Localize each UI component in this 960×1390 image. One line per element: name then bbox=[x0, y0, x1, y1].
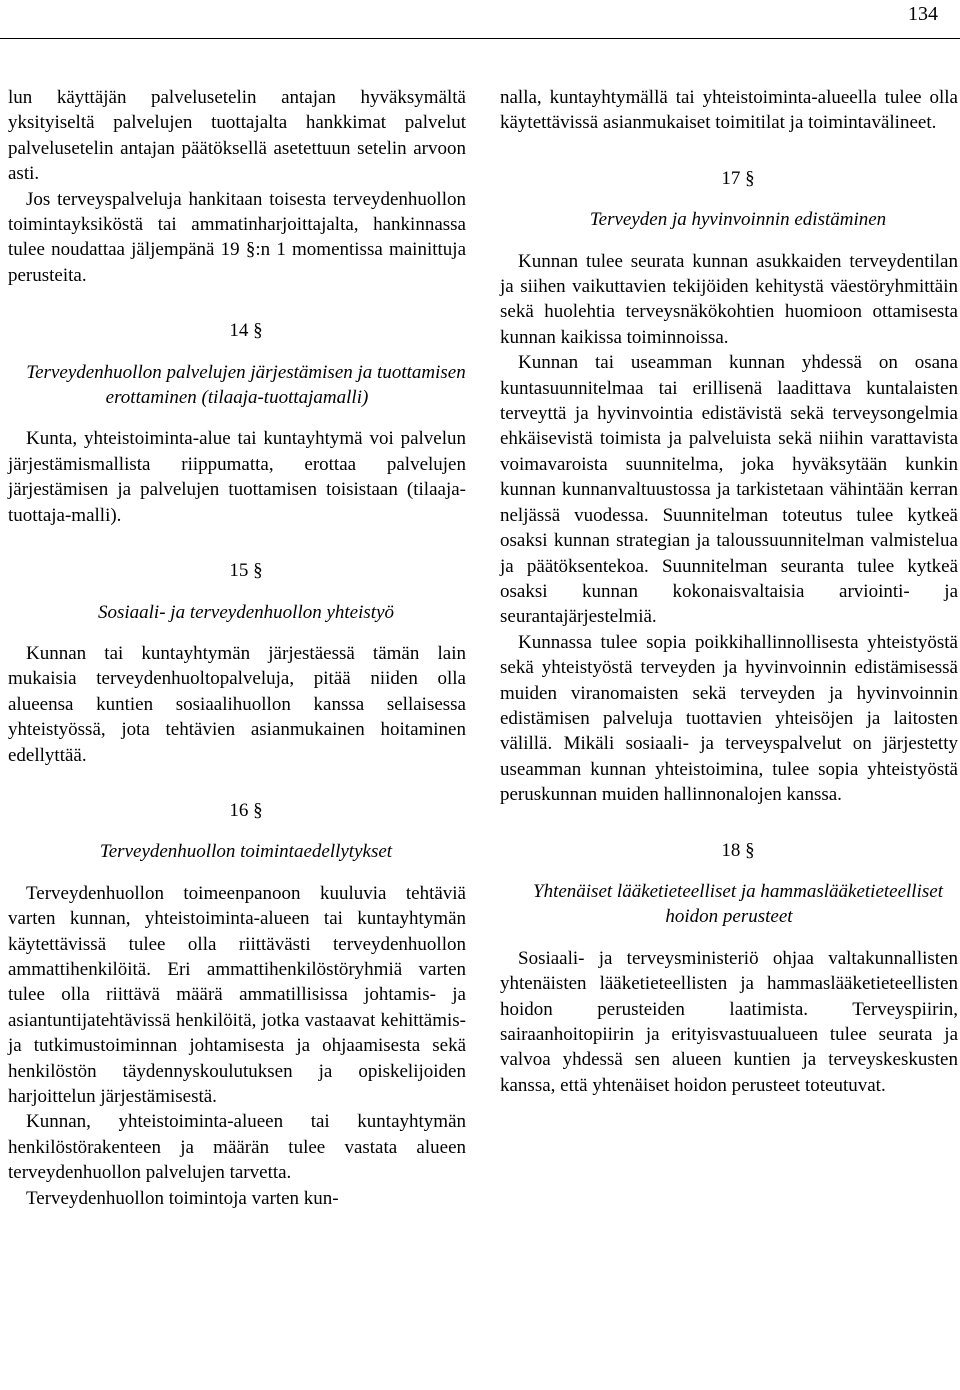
section-paragraph: Kunnassa tulee sopia poikkihallinnollisesta yhteistyöstä sekä yhteistyöstä terveyden ja hyvinvoinnin edistämisessä muiden viranomaisten sekä terveyden ja hyvinvoinnin edistämisen palveluja tuottavien yhteisöjen ja laitosten välillä. Mikäli sosiaali- ja terveyspalvelut on järjestetty useamman kunnan yhteistoimina, tulee sopia yhteistyöstä peruskunnan muiden hallinnonalojen kanssa. bbox=[500, 631, 958, 806]
section-title: Terveydenhuollon toimintaedellytykset bbox=[99, 841, 393, 863]
header-rule bbox=[0, 38, 960, 39]
intro-paragraph: Jos terveyspalveluja hankitaan toisesta terveydenhuollon toimintayksiköstä tai ammatinharjoittajalta, hankinnassa tulee noudattaa jäljempänä 19 §:n 1 momentissa mainittuja perusteita. bbox=[8, 188, 466, 286]
section-paragraph: Kunnan, yhteistoiminta-alueen tai kuntayhtymän henkilöstörakenteen ja määrän tulee vastata alueen terveydenhuollon palvelujen tarvetta. bbox=[8, 1111, 466, 1184]
section-number: 16 § bbox=[229, 799, 263, 821]
intro-paragraph: nalla, kuntayhtymällä tai yhteistoiminta-alueella tulee olla käytettävissä asianmukaiset toimitilat ja toimintavälineet. bbox=[500, 87, 958, 134]
intro-paragraph: lun käyttäjän palvelusetelin antajan hyväksymältä yksityiseltä palvelujen tuottajalta hankkimat palvelut palvelusetelin antajan päätöksellä asetettuun setelin arvoon asti. bbox=[8, 87, 466, 185]
section-paragraph: Terveydenhuollon toimintoja varten kun- bbox=[26, 1187, 339, 1209]
left-column bbox=[8, 85, 466, 1211]
section-title: Yhtenäiset lääketieteelliset ja hammaslääketieteelliset hoidon perusteet bbox=[533, 880, 943, 928]
section-paragraph: Kunnan tai kuntayhtymän järjestäessä tämän lain mukaisia terveydenhuoltopalveluja, pitää niiden olla alueensa kuntien sosiaalihuollon kanssa sellaisessa yhteistyössä, jota tehtävien asianmukainen hoitaminen edellyttää. bbox=[8, 642, 466, 766]
section-paragraph: Sosiaali- ja terveysministeriö ohjaa valtakunnallisten yhtenäisten lääketieteellisten ja hammaslääketieteellisten hoidon perusteiden laatimista. Terveyspiirin, sairaanhoitopiirin ja erityisvastuualueen tulee seurata ja valvoa yhdessä sen alueen kuntien ja terveyskeskusten kanssa, että yhtenäiset hoidon perusteet toteutuvat. bbox=[500, 947, 958, 1096]
section-number: 14 § bbox=[229, 320, 263, 342]
right-column bbox=[500, 85, 958, 1098]
section-number: 17 § bbox=[721, 167, 755, 189]
page-number: 134 bbox=[908, 3, 938, 25]
section-title: Sosiaali- ja terveydenhuollon yhteistyö bbox=[97, 601, 394, 623]
section-title: Terveydenhuollon palvelujen järjestämisen ja tuottamisen erottaminen (tilaaja-tuottajamalli) bbox=[26, 361, 466, 409]
section-paragraph: Kunta, yhteistoiminta-alue tai kuntayhtymä voi palvelun järjestämismallista riippumatta, erottaa palvelujen järjestämisen ja palvelujen tuottamisen toisistaan (tilaaja-tuottaja-malli). bbox=[8, 428, 466, 526]
section-paragraph: Terveydenhuollon toimeenpanoon kuuluvia tehtäviä varten kunnan, yhteistoiminta-alueen tai kuntayhtymän käytettävissä tulee olla riittävästi terveydenhuollon ammattihenkilöitä. Eri ammattihenkilöstöryhmiä varten tulee olla riittävä määrä ammatillisissa johtamis- ja asiantuntijatehtävissä henkilöitä, jotka vastaavat kehittämis- ja tutkimustoiminnan johtamisesta ja ohjaamisesta sekä henkilöstön täydennyskoulutuksen ja opiskelijoiden harjoittelun järjestämisestä. bbox=[8, 882, 466, 1107]
section-number: 18 § bbox=[721, 839, 755, 861]
section-paragraph: Kunnan tulee seurata kunnan asukkaiden terveydentilan ja siihen vaikuttavien tekijöiden kehitystä väestöryhmittäin sekä huolehtia terveysnäkökohtien huomioon ottamisesta kunnan kaikissa toiminnoissa. bbox=[500, 250, 958, 348]
section-title: Terveyden ja hyvinvoinnin edistäminen bbox=[589, 209, 887, 231]
section-number: 15 § bbox=[229, 560, 263, 582]
section-paragraph: Kunnan tai useamman kunnan yhdessä on osana kuntasuunnitelmaa tai erillisenä laadittava kuntalaisten terveyttä ja hyvinvointia edistävistä sekä terveysongelmia ehkäisevistä toimista ja palveluista sekä niihin varattavista voimavaroista suunnitelma, joka hyväksytään kunkin kunnan kunnanvaltuustossa ja tarkistetaan vähintään kerran neljässä vuodessa. Suunnitelman toteutus tulee kytkeä osaksi kunnan strategian ja taloussuunnitelman valmistelua ja päätöksentekoa. Suunnitelman seuranta tulee kytkeä osaksi kunnan kokonaisvaltaisia arviointi- ja seurantajärjestelmiä. bbox=[500, 352, 958, 628]
